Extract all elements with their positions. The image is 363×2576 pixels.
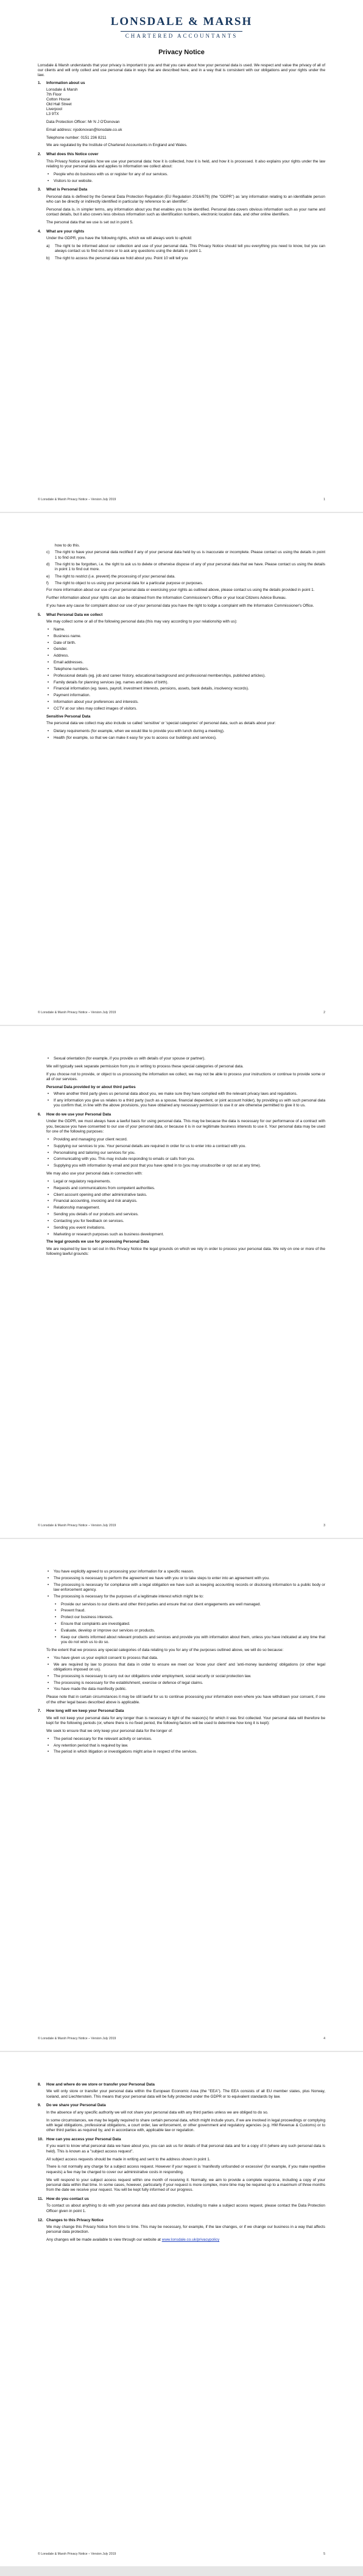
footer-text: © Lonsdale & Marsh Privacy Notice – Version July 2019 [38,2037,116,2041]
section-3 [38,187,325,228]
page-number: 2 [323,1011,325,1015]
section-9 [38,2103,325,2136]
bullet-list [46,729,325,741]
paragraph: We will not keep your personal data for any longer than is necessary in light of the reason(s) for which it was first collected. Your personal data will therefore be kept for the following periods (or, where there is no fixed period, the following factors will be used to determine how long it is kept): [46,1716,325,1726]
list-item: • Address. [46,654,325,658]
list-item: • You have made the data manifestly public. [46,1687,325,1692]
paragraph: To the extent that we process any special categories of data relating to you for any of the purposes outlined above, we will do so because: [46,1647,284,1652]
right-item [46,256,325,261]
list-item: • Supplying our services to you. Your personal details are required in order for us to enter into a contract with you. [46,1144,325,1149]
list-item: • Information about your preferences and interests. [46,700,325,705]
page-number: 3 [323,1524,325,1528]
list-item: • Family details for planning services (eg. names and dates of birth). [46,680,325,685]
section-title: Changes to this Privacy Notice [46,2218,104,2222]
paragraph: Please note that in certain circumstances it may be still lawful for us to continue processing your information even where you have withdrawn your consent, if one of the other legal bases described above is applicable. [46,1695,325,1705]
paragraph: All subject access requests should be made in writing and sent to the address shown in point 1. [46,2157,211,2162]
right-item [46,543,325,548]
page-number: 1 [323,498,325,502]
subsection-title: Sensitive Personal Data [46,714,91,719]
list-item: • Payment information. [46,693,325,698]
list-item: • Health (for example, so that we can make it easy for you to access our buildings and services). [46,736,325,741]
right-text: The right to be forgotten, i.e. the right to ask us to delete or otherwise dispose of any of your personal data that we have. Please contact us using the details in point 1 to find out more. [55,562,325,572]
paragraph: If you choose not to provide, or object to us processing the information we collect, we may not be able to process your instructions or continue to provide some or all of our services. [46,1072,325,1081]
phone-text: Telephone number: 0151 236 8211 [46,135,107,140]
list-item: • The processing is necessary for the purposes of a legitimate interest which might be to: [46,1594,325,1599]
list-item: • Sending you event invitations. [46,1226,325,1230]
bullet-list [46,1569,325,1599]
section-12 [38,2218,325,2246]
address-line: Cotton House [46,97,71,102]
section-number: 2. [38,152,41,157]
paragraph: Personal data is, in simpler terms, any information about you that enables you to be identified. Personal data covers obvious information such as your name and contact details, but it also covers less obvious information such as identification numbers, electronic location data, and other online identifiers. [46,207,325,217]
right-letter: a) [46,244,50,249]
logo-rule [121,31,242,32]
intro-text: Lonsdale & Marsh understands that your privacy is important to you and that you care about how your personal data is used. We respect and value the privacy of all of our clients and will only collect and use personal data in ways that are described here, and in a way that is consistent with our obligations and your rights under the law. [38,63,325,78]
firm-logo [38,15,325,40]
list-item: • Name. [46,627,325,632]
bullet-list [46,627,325,711]
right-letter: e) [46,574,50,579]
paragraph: We seek to ensure that we only keep your personal data for the longer of: [46,1728,173,1733]
paragraph: The personal data we collect may also include so called 'sensitive' or 'special categories' of personal data, such as details about your: [46,721,276,726]
list-item: • Legal or regulatory requirements. [46,1179,325,1184]
section-title: Information about us [46,81,85,86]
page-5 [0,2052,363,2566]
footer-text: © Lonsdale & Marsh Privacy Notice – Version July 2019 [38,498,116,502]
address-line: 7th Floor [46,92,62,97]
section-title: What are your rights [46,229,85,234]
paragraph: We may collect some or all of the following personal data (this may vary according to your relationship with us): [46,620,238,624]
right-text: The right to object to us using your personal data for a particular purpose or purposes. [55,581,203,585]
right-text: The right to restrict (i.e. prevent) the processing of your personal data. [55,574,175,579]
list-item: • Client account opening and other administrative tasks. [46,1193,325,1198]
paragraph: We are required by law to set out in this Privacy Notice the legal grounds on which we rely in order to process your personal data. We rely on one or more of the following lawful grounds: [46,1246,325,1257]
section-title: How can you access your Personal Data [46,2137,121,2142]
list-item: • Telephone numbers. [46,667,325,672]
section-number: 1. [38,81,41,86]
list-item: • We are required by law to process that data in order to ensure we meet our 'know your client' and 'anti-money laundering' obligations (or other legal obligations imposed on us). [46,1663,325,1673]
list-item: • The processing is necessary for the establishment, exercise or defence of legal claims. [46,1681,325,1686]
right-letter: f) [46,581,49,585]
address-line: L3 9TX [46,112,59,117]
dpo-text: Data Protection Officer: Mr N J O'Donovan [46,119,120,124]
list-item: • You have given us your explicit consent to process that data. [46,1656,325,1661]
address-line: Lonsdale & Marsh [46,88,78,92]
list-item: • Sending you details of our products and services. [46,1212,325,1217]
right-text: how to do this. [55,543,80,548]
right-text: The right to access the personal data we hold about you. Point 10 will tell you [55,256,188,260]
footer-text: © Lonsdale & Marsh Privacy Notice – Version July 2019 [38,1011,116,1015]
regulator-text: We are regulated by the Institute of Chartered Accountants in England and Wales. [46,143,188,148]
rights-list [46,244,325,261]
section-5 [38,613,325,744]
section-number: 12. [38,2218,43,2222]
paragraph: In some circumstances, we may be legally required to share certain personal data, which might include yours, if we are involved in legal proceedings or complying with legal obligations, professional obligations, a court order, law enforcement, or other government and regulatory agencies (e.g. HM Revenue & Customs) or to other third parties as required by, and in accordance with, applicable law or regulation. [46,2118,325,2133]
page-4 [0,1539,363,2051]
list-item: • Date of birth. [46,641,325,646]
list-item: • Financial information (eg. taxes, payroll, investment interests, pensions, assets, bank details, insolvency records). [46,686,325,691]
bullet-list [46,1179,325,1237]
list-item: • Professional details (eg. job and career history, educational background and professional memberships, published articles). [46,674,325,679]
footer-text: © Lonsdale & Marsh Privacy Notice – Version July 2019 [38,2552,116,2557]
section-number: 4. [38,229,41,234]
list-item: • If any information you give us relates to a third party (such as a spouse, financial dependent, or joint account holder), by providing us with such personal data you confirm that, in line with the above provisions, you have obtained any necessary permission to use it or are otherwise permitted to give it to us. [46,1098,325,1109]
list-item: • Prevent fraud. [54,1608,325,1613]
paragraph [46,2238,325,2243]
right-letter: b) [46,256,50,260]
section-number: 6. [38,1112,41,1117]
page-footer [38,1011,325,1015]
paragraph: We will only store or transfer your personal data within the European Economic Area (the "EEA"). The EEA consists of all EU member states, plus Norway, Iceland, and Liechtenstein. This means that your personal data will be fully protected under the GDPR or to equivalent standards by law. [46,2089,325,2099]
list-item: • Where another third party gives us personal data about you, we make sure they have complied with the relevant privacy laws and regulations. [46,1092,325,1097]
section-1 [38,81,325,151]
list-item: • The period in which litigation or investigations might arise in respect of the services. [46,1750,325,1754]
right-text: The right to be informed about our collection and use of your personal data. This Privacy Notice should tell you everything you need to know, but you can always contact us to find out more or to ask any questions using the details in point 1. [55,244,325,254]
bullet-list [46,1056,325,1061]
bullet-list [46,1092,325,1108]
bullet-list [54,1602,325,1646]
page-2 [0,513,363,1025]
list-item: • Protect our business interests. [54,1615,325,1620]
section-title: What Personal Data we collect [46,612,103,617]
section-5-continued [38,1056,325,1111]
bullet-list [46,1737,325,1755]
paragraph: In the absence of any specific authority we will not share your personal data with any third parties unless we are obliged to do so. [46,2110,269,2115]
list-item: • Communicating with you. This may include responding to emails or calls from you. [46,1157,325,1162]
paragraph: We will typically seek separate permission from you in writing to process these special categories of personal data. [46,1064,244,1069]
list-item: • The processing is necessary to perform the agreement we have with you or to take steps to enter into an agreement with you. [46,1576,325,1581]
paragraph: For more information about our use of your personal data or exercising your rights as outlined above, please contact us using the details provided in point 1. [46,588,315,593]
paragraph: We may change this Privacy Notice from time to time. This may be necessary, for example, if the law changes, or if we change our business in a way that affects personal data protection. [46,2224,325,2235]
list-item: • Supplying you with information by email and post that you have opted in to (you may unsubscribe or opt out at any time). [46,1164,325,1168]
address-block [46,88,325,117]
paragraph: Under the GDPR, you have the following rights, which we will always work to uphold: [46,236,192,241]
section-title: What is Personal Data [46,187,88,192]
bullet-list [46,1656,325,1692]
section-number: 7. [38,1709,41,1714]
section-title: How do you contact us [46,2197,89,2202]
paragraph: Personal data is defined by the General Data Protection Regulation (EU Regulation 2016/679) (the "GDPR") as 'any information relating to an identifiable person who can be directly or indirectly identified in particular by reference to an identifier'. [46,194,325,204]
list-item: • The period necessary for the relevant activity or services. [46,1737,325,1742]
paragraph: We will respond to your subject access request within one month of receiving it. Normally, we aim to provide a complete response, including a copy of your personal data within that time. In some cases, however, particularly if your request is more complex, more time may be required up to a maximum of three months from the date we receive your request. You will be kept fully informed of our progress. [46,2177,325,2193]
paragraph: We may also use your personal data in connection with: [46,1171,143,1176]
list-item: • Keep our clients informed about relevant products and services and provide you with information about them, unless you have indicated at any time that you do not wish us to do so. [54,1635,325,1646]
list-item: • The processing is necessary for compliance with a legal obligation we have such as keeping accounting records or disclosing information to a public body or law enforcement agency. [46,1583,325,1593]
section-number: 11. [38,2197,43,2202]
list-item: • Any retention period that is required by law. [46,1744,325,1748]
page-1 [0,0,363,512]
list-item: • Providing and managing your client record. [46,1137,325,1142]
section-title: How and where do we store or transfer your Personal Data [46,2082,155,2087]
address-line: Old Hall Street [46,102,72,107]
bullet-list [46,172,325,184]
page-footer [38,1524,325,1528]
paragraph: If you have any cause for complaint about our use of your personal data you have the right to lodge a complaint with the Information Commissioner's Office. [46,603,314,608]
footer-text: © Lonsdale & Marsh Privacy Notice – Version July 2019 [38,1524,116,1528]
page-footer [38,2037,325,2041]
paragraph: Further information about your rights can also be obtained from the Information Commissioner's Office or your local Citizens Advice Bureau. [46,596,287,601]
section-number: 3. [38,187,41,192]
logo-name: LONSDALE & MARSH [110,15,253,28]
list-item: • Contacting you for feedback on services. [46,1219,325,1224]
right-item [46,562,325,573]
section-title: How long will we keep your Personal Data [46,1709,124,1714]
paragraph: If you want to know what personal data we have about you, you can ask us for details of that personal data and for a copy of it (where any such personal data is held). This is known as a "subject access request". [46,2144,325,2154]
section-4-continued [38,543,325,612]
right-item [46,550,325,560]
list-item: • Ensure that complaints are investigated. [54,1622,325,1627]
list-item: • CCTV at our sites may collect images of visitors. [46,707,325,711]
page-number: 5 [323,2552,325,2557]
section-title: What does this Notice cover [46,152,99,157]
section-6 [38,1112,325,1260]
paragraph: There is not normally any charge for a subject access request. However if your request is 'manifestly unfounded or excessive' (for example, if you make repetitive requests) a fee may be charged to cover our administrative costs in responding. [46,2165,325,2174]
list-item: • Dietary requirements (for example, when we would like to provide you with lunch during a meeting). [46,729,325,734]
section-number: 8. [38,2082,41,2087]
privacy-policy-link[interactable]: www.lonsdale.co.uk/privacypolicy [161,2238,220,2243]
page-number: 4 [323,2037,325,2041]
section-number: 9. [38,2103,41,2108]
section-11 [38,2197,325,2216]
page-footer [38,498,325,502]
list-item: • Marketing or research purposes such as business development. [46,1232,325,1237]
section-4 [38,229,325,264]
section-2 [38,152,325,186]
section-number: 5. [38,612,41,617]
logo-subtitle: CHARTERED ACCOUNTANTS [125,32,238,39]
list-item: • Requests and communications from competent authorities. [46,1186,325,1191]
list-item: • Provide our services to our clients and other third parties and ensure that our client engagements are well managed. [54,1602,325,1607]
list-item: • Gender. [46,647,325,652]
page-3 [0,1026,363,1538]
list-item: • Evaluate, develop or improve our services or products. [54,1628,325,1633]
right-text: The right to have your personal data rectified if any of your personal data held by us is inaccurate or incomplete. Please contact us using the details in point 1 to find out more. [55,550,325,560]
list-item: • Relationship management. [46,1206,325,1210]
bullet-list [46,1137,325,1169]
list-item: • Business name. [46,634,325,639]
page-title: Privacy Notice [158,49,205,57]
section-6-continued [38,1569,325,1708]
subsection-title: Personal Data provided by or about third parties [46,1084,136,1089]
right-item [46,581,325,586]
paragraph: The personal data that we use is set out in point 5. [46,220,133,225]
section-8 [38,2082,325,2102]
list-item: • People who do business with us or register for any of our services. [46,172,325,177]
subsection-title: The legal grounds we use for processing Personal Data [46,1240,149,1244]
paragraph: Under the GDPR, we must always have a lawful basis for using personal data. This may be because the data is necessary for our performance of a contract with you, because you have consented to our use of your personal data, or because it is in our legitimate business interests to use it. Your personal data may be used for one of the following purposes: [46,1119,325,1134]
list-item: • Financial accounting, invoicing and risk analysis. [46,1199,325,1204]
right-item [46,244,325,254]
section-title: How do we use your Personal Data [46,1112,111,1117]
list-item: • Personalising and tailoring our services for you. [46,1151,325,1156]
section-7 [38,1709,325,1757]
address-line: Liverpool [46,107,62,112]
section-number: 10. [38,2137,43,2142]
list-item: • Email addresses. [46,660,325,665]
list-item: • You have explicitly agreed to us processing your information for a specific reason. [46,1569,325,1574]
section-10 [38,2137,325,2196]
right-letter: c) [46,550,50,555]
right-letter: d) [46,562,50,567]
section-title: Do we share your Personal Data [46,2103,106,2108]
email-text[interactable]: Email address: njodonovan@lonsdale.co.uk [46,127,122,132]
page-footer [38,2552,325,2557]
list-item: • Visitors to our website. [46,179,325,184]
paragraph: To contact us about anything to do with your personal data and data protection, including to make a subject access request, please contact the Data Protection Officer given in point 1. [46,2204,325,2213]
list-item: • The processing is necessary to carry out our obligations under employment, social security or social protection law. [46,1674,325,1679]
list-item: • Sexual orientation (for example, if you provide us with details of your spouse or partner). [46,1056,325,1061]
paragraph: This Privacy Notice explains how we use your personal data: how it is collected, how it is held, and how it is processed. It also explains your rights under the law relating to your personal data and applies to information we collect about: [46,159,325,169]
paragraph-text: Any changes will be made available to view through our website at [46,2238,161,2243]
right-item [46,574,325,579]
